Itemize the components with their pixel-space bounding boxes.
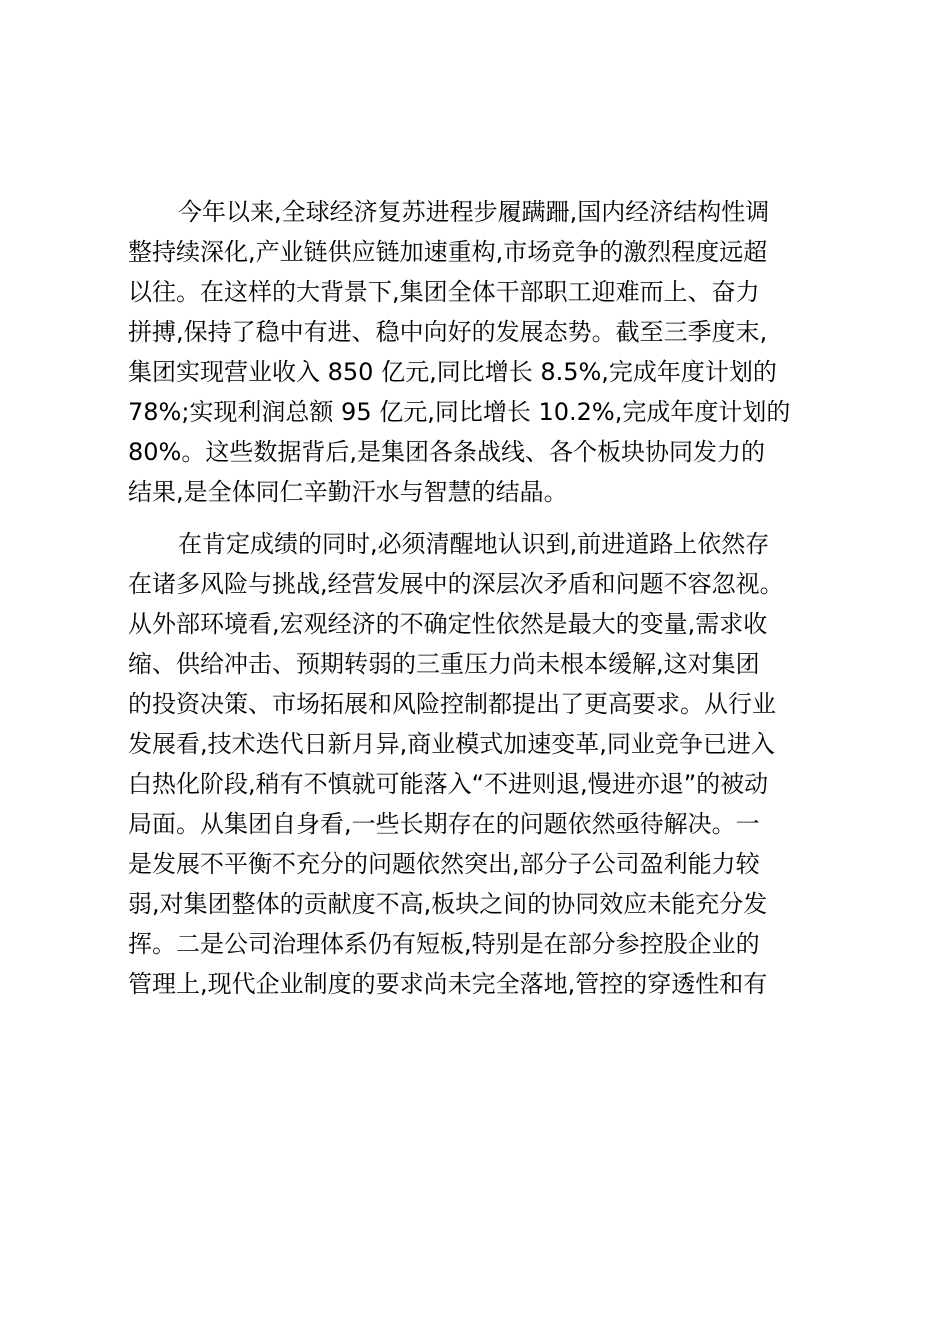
paragraph-line: 挥。二是公司治理体系仍有短板,特别是在部分参控股企业的 [128, 930, 760, 958]
paragraph-line: 集团实现营业收入 850 亿元,同比增长 8.5%,完成年度计划的 [128, 358, 777, 386]
paragraph-line: 80%。这些数据背后,是集团各条战线、各个板块协同发力的 [128, 438, 765, 466]
paragraph-line: 发展看,技术迭代日新月异,商业模式加速变革,同业竞争已进入 [128, 730, 775, 758]
paragraph-line: 白热化阶段,稍有不慎就可能落入“不进则退,慢进亦退”的被动 [128, 770, 769, 798]
paragraph-line: 缩、供给冲击、预期转弱的三重压力尚未根本缓解,这对集团 [128, 650, 760, 678]
paragraph-line: 78%;实现利润总额 95 亿元,同比增长 10.2%,完成年度计划的 [128, 398, 791, 426]
paragraph-line: 管理上,现代企业制度的要求尚未完全落地,管控的穿透性和有 [128, 970, 768, 998]
paragraph-line: 局面。从集团自身看,一些长期存在的问题依然亟待解决。一 [128, 810, 760, 838]
paragraph-line: 是发展不平衡不充分的问题依然突出,部分子公司盈利能力较 [128, 850, 760, 878]
paragraph-line: 的投资决策、市场拓展和风险控制都提出了更高要求。从行业 [128, 690, 776, 718]
paragraph-line: 结果,是全体同仁辛勤汗水与智慧的结晶。 [128, 478, 568, 506]
paragraph-line: 拼搏,保持了稳中有进、稳中向好的发展态势。截至三季度末, [128, 318, 768, 346]
paragraph-line: 弱,对集团整体的贡献度不高,板块之间的协同效应未能充分发 [128, 890, 768, 918]
paragraph-1 [128, 192, 828, 512]
paragraph-line: 在诸多风险与挑战,经营发展中的深层次矛盾和问题不容忽视。 [128, 570, 784, 598]
document-body [128, 192, 828, 1004]
paragraph-line: 以往。在这样的大背景下,集团全体干部职工迎难而上、奋力 [128, 278, 760, 306]
paragraph-line: 今年以来,全球经济复苏进程步履蹒跚,国内经济结构性调 [178, 198, 770, 226]
paragraph-line: 在肯定成绩的同时,必须清醒地认识到,前进道路上依然存 [178, 530, 770, 558]
paragraph-line: 整持续深化,产业链供应链加速重构,市场竞争的激烈程度远超 [128, 238, 768, 266]
paragraph-line: 从外部环境看,宏观经济的不确定性依然是最大的变量,需求收 [128, 610, 768, 638]
paragraph-2 [128, 524, 828, 1004]
